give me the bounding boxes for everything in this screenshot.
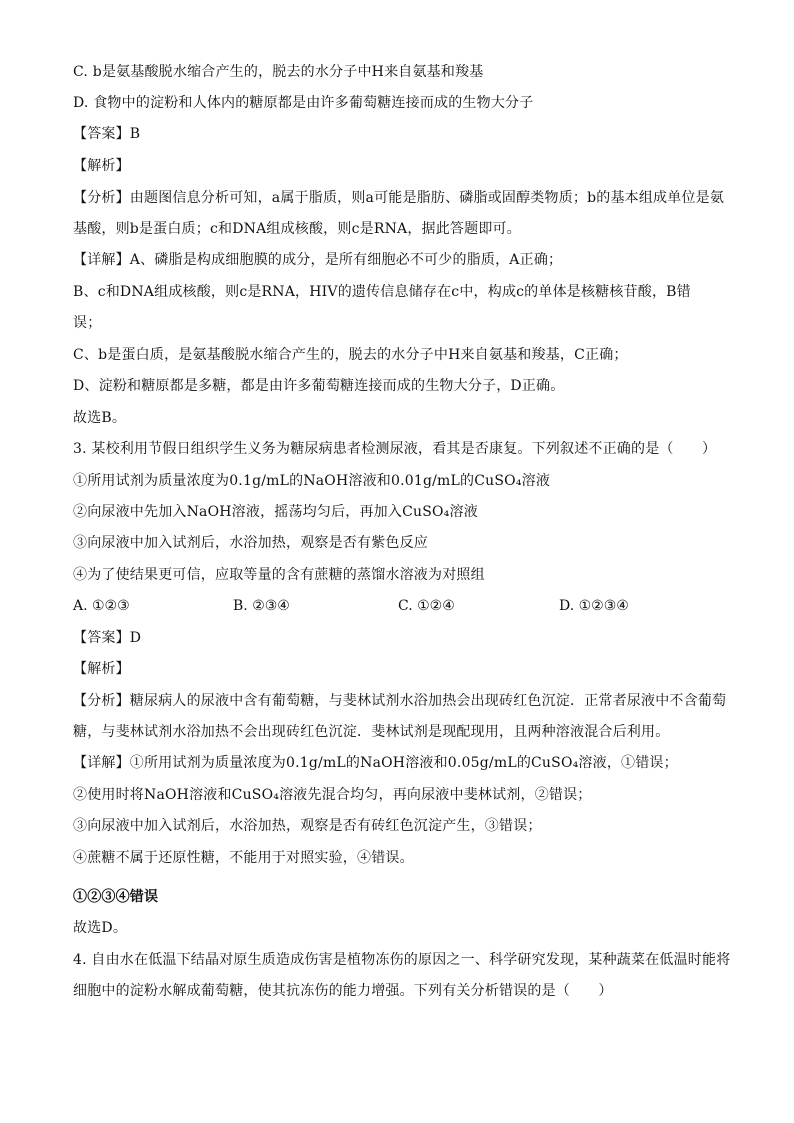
q3-detail-1: 【详解】①所用试剂为质量浓度为0.1g/mL的NaOH溶液和0.05g/mL的CuSO₄溶液，①错误；	[73, 755, 678, 771]
q3-analysis-line1: 【分析】糖尿病人的尿液中含有葡萄糖，与斐林试剂水浴加热会出现砖红色沉淀．正常者尿液中不含葡萄	[73, 693, 727, 709]
q3-detail-2: ②使用时将NaOH溶液和CuSO₄溶液先混合均匀，再向尿液中斐林试剂，②错误；	[73, 787, 592, 803]
q2-option-d: D. 食物中的淀粉和人体内的糖原都是由许多葡萄糖连接而成的生物大分子	[73, 95, 534, 111]
q3-conclusion: 故选D。	[73, 920, 128, 936]
q2-conclusion: 故选B。	[73, 410, 127, 426]
q3-choice-a: A. ①②③	[73, 598, 130, 614]
q2-detail-b1: B、c和DNA组成核酸，则c是RNA，HIV的遗传信息储存在c中，构成c的单体是核糖核苷酸，B错	[73, 284, 691, 300]
q3-stem: 3. 某校利用节假日组织学生义务为糖尿病患者检测尿液，看其是否康复。下列叙述不正确的是（ ）	[73, 441, 717, 457]
q3-item2: ②向尿液中先加入NaOH溶液，摇荡均匀后，再加入CuSO₄溶液	[73, 504, 478, 520]
q3-summary: ①②③④错误	[73, 889, 159, 905]
q3-item4: ④为了使结果更可信，应取等量的含有蔗糖的蒸馏水溶液为对照组	[73, 567, 485, 583]
q3-detail-4: ④蔗糖不属于还原性糖，不能用于对照实验，④错误。	[73, 850, 414, 866]
q2-answer: 【答案】B	[73, 126, 141, 142]
q3-item1: ①所用试剂为质量浓度为0.1g/mL的NaOH溶液和0.01g/mL的CuSO₄溶液	[73, 473, 551, 489]
q2-analysis-heading: 【解析】	[73, 158, 130, 174]
q2-option-c: C. b是氨基酸脱水缩合产生的，脱去的水分子中H来自氨基和羧基	[73, 64, 484, 80]
q3-choice-c: C. ①②④	[398, 598, 455, 614]
q3-item3: ③向尿液中加入试剂后，水浴加热，观察是否有紫色反应	[73, 535, 428, 551]
q2-analysis-line1: 【分析】由题图信息分析可知，a属于脂质，则a可能是脂肪、磷脂或固醇类物质；b的基本组成单位是氨	[73, 190, 725, 206]
q3-choice-b: B. ②③④	[233, 598, 290, 614]
q3-answer: 【答案】D	[73, 630, 142, 646]
q2-detail-d: D、淀粉和糖原都是多糖，都是由许多葡萄糖连接而成的生物大分子，D正确。	[73, 378, 565, 394]
q2-detail-c: C、b是蛋白质，是氨基酸脱水缩合产生的，脱去的水分子中H来自氨基和羧基，C正确；	[73, 347, 628, 363]
q3-detail-3: ③向尿液中加入试剂后，水浴加热，观察是否有砖红色沉淀产生，③错误；	[73, 818, 542, 834]
q3-analysis-heading: 【解析】	[73, 661, 130, 677]
q2-detail-a: 【详解】A、磷脂是构成细胞膜的成分，是所有细胞必不可少的脂质，A正确；	[73, 252, 563, 268]
q2-detail-b2: 误；	[73, 315, 102, 331]
q4-stem-line1: 4. 自由水在低温下结晶对原生质造成伤害是植物冻伤的原因之一、科学研究发现，某种蔬菜在低温时能将	[73, 952, 731, 968]
q4-stem-line2: 细胞中的淀粉水解成葡萄糖，使其抗冻伤的能力增强。下列有关分析错误的是（ ）	[73, 983, 613, 999]
q3-choice-d: D. ①②③④	[559, 598, 629, 614]
q2-analysis-line2: 基酸，则b是蛋白质；c和DNA组成核酸，则c是RNA，据此答题即可。	[73, 221, 521, 237]
q3-analysis-line2: 糖，与斐林试剂水浴加热不会出现砖红色沉淀．斐林试剂是现配现用，且两种溶液混合后利用。	[73, 724, 670, 740]
